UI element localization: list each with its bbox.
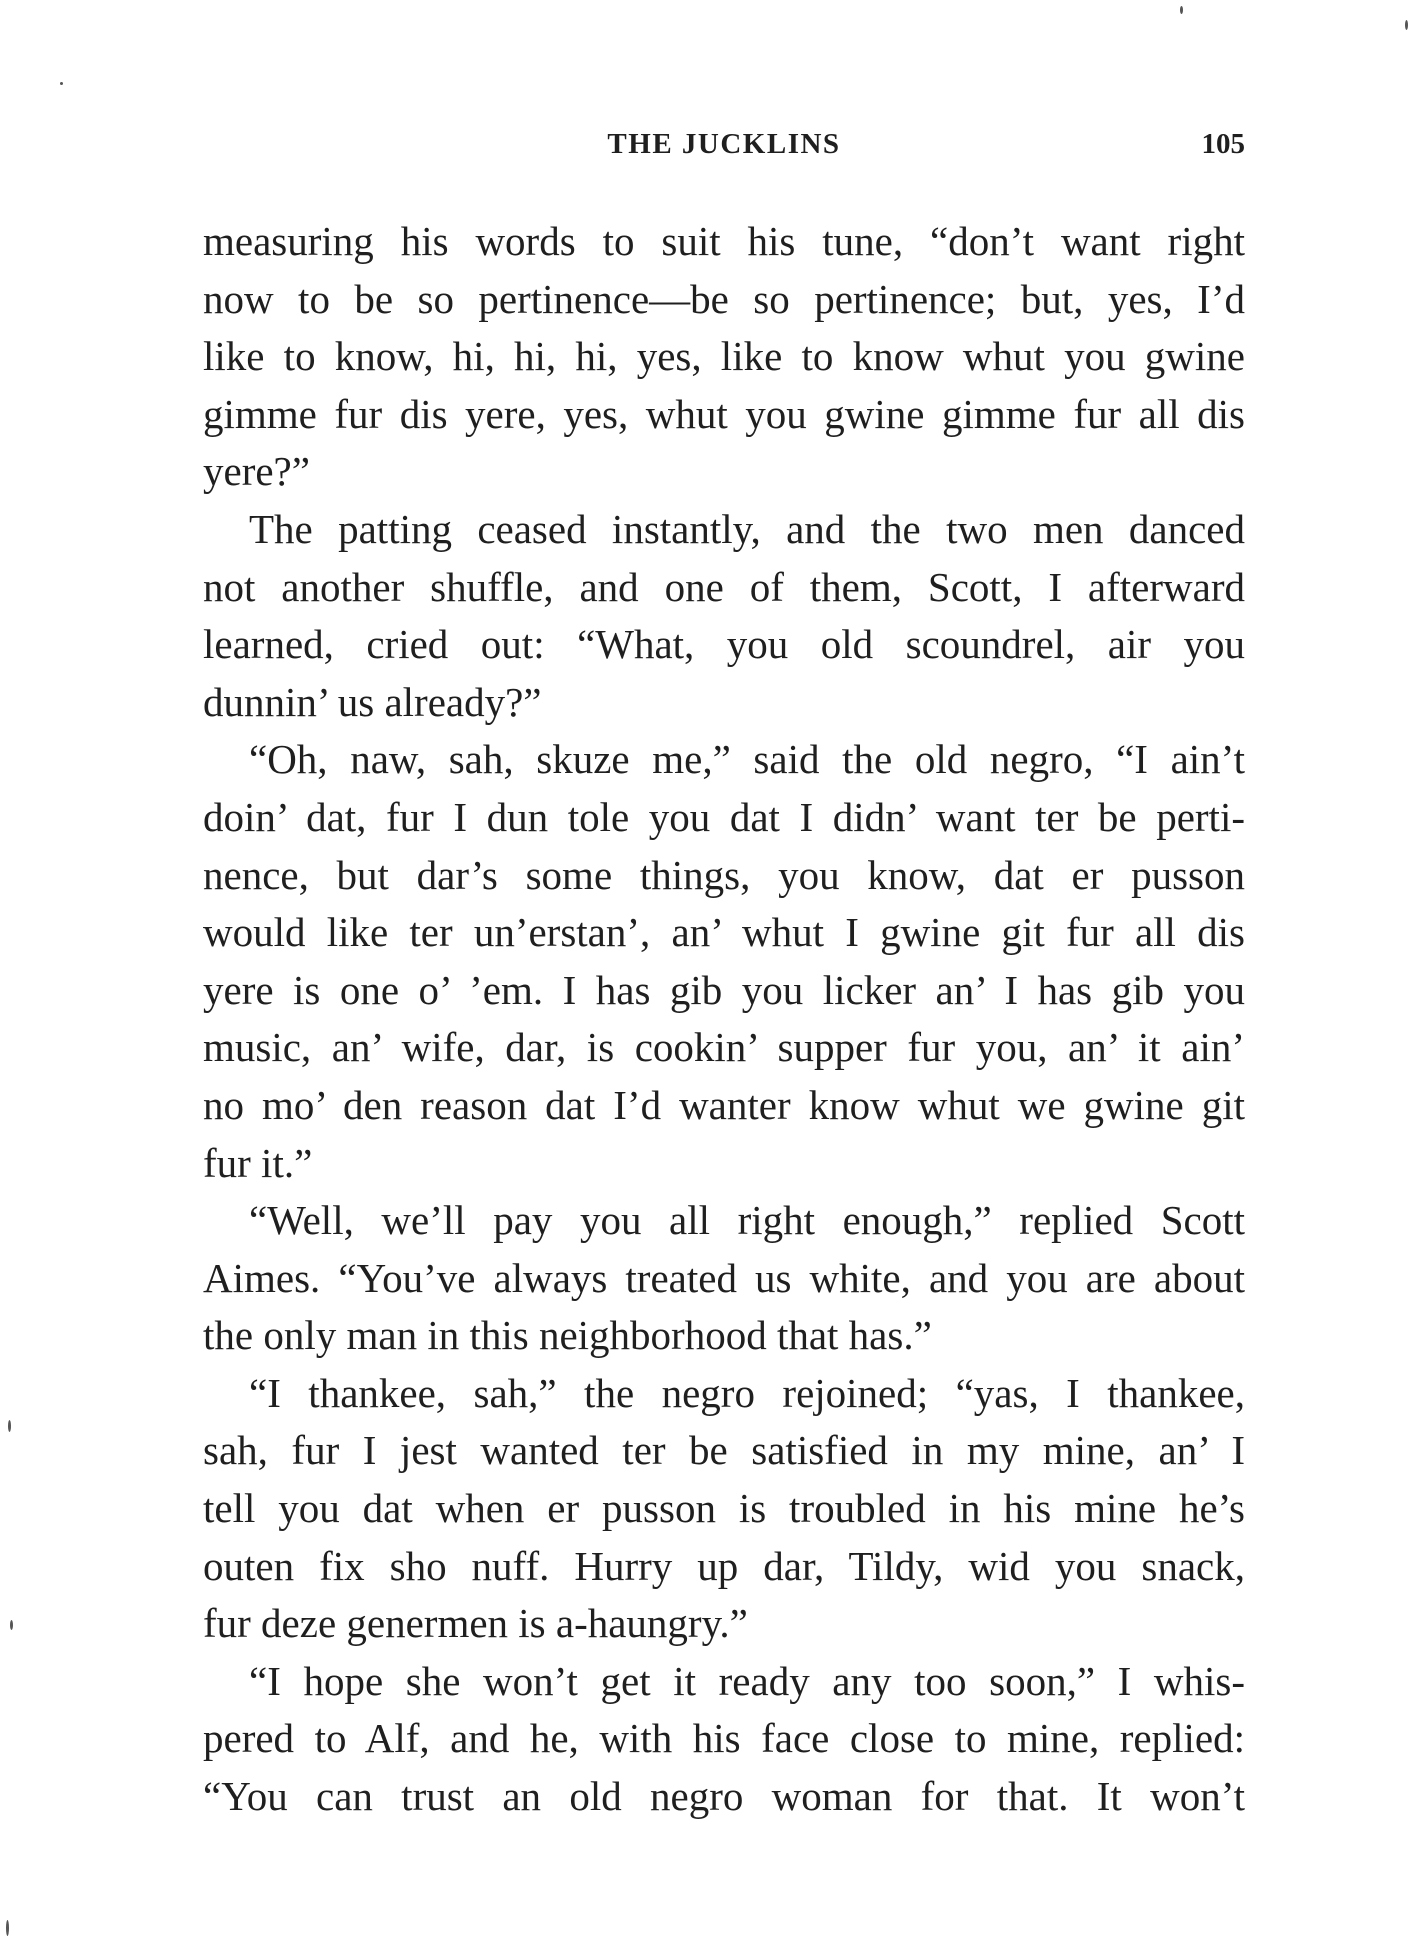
scan-speck [1180,6,1183,14]
scan-speck [60,82,63,85]
text-line: the only man in this neighborhood that has.” [203,1312,932,1359]
text-line: fur deze genermen is a-haungry.” [203,1600,748,1647]
text-line: gimme fur dis yere, yes, whut you gwine gimme fur all dis [203,390,1245,437]
running-head [203,128,1245,174]
text-line: nence, but dar’s some things, you know, dat er pusson [203,851,1245,898]
scan-speck [10,1620,13,1630]
scan-speck [1405,20,1408,30]
text-line: tell you dat when er pusson is troubled in his mine he’s [203,1485,1245,1532]
text-line: like to know, hi, hi, hi, yes, like to know whut you gwine [203,333,1245,380]
text-line: music, an’ wife, dar, is cookin’ supper fur you, an’ it ain’ [203,1024,1245,1071]
text-line: pered to Alf, and he, with his face close to mine, replied: [203,1715,1245,1762]
text-line: now to be so pertinence—be so pertinence; but, yes, I’d [203,275,1245,322]
text-line: yere is one o’ ’em. I has gib you licker an’ I has gib you [203,966,1245,1013]
text-line: dunnin’ us already?” [203,678,542,725]
text-line: “Oh, naw, sah, skuze me,” said the old negro, “I ain’t [249,736,1245,783]
text-line: would like ter un’erstan’, an’ whut I gwine git fur all dis [203,909,1245,956]
scan-speck [8,1420,11,1432]
page-number: 105 [1201,128,1245,160]
text-line: The patting ceased instantly, and the two men danced [249,505,1245,552]
text-line: no mo’ den reason dat I’d wanter know whut we gwine git [203,1081,1245,1128]
text-line: “I thankee, sah,” the negro rejoined; “yas, I thankee, [249,1369,1245,1416]
scan-speck [6,1920,9,1936]
text-line: Aimes. “You’ve always treated us white, and you are about [203,1254,1245,1301]
running-head-title: THE JUCKLINS [607,128,841,160]
text-line: measuring his words to suit his tune, “don’t want right [203,218,1245,264]
text-line: “I hope she won’t get it ready any too soon,” I whis- [249,1657,1245,1704]
text-line: learned, cried out: “What, you old scoundrel, air you [203,621,1245,668]
body-text [203,213,1245,1826]
text-line: doin’ dat, fur I dun tole you dat I didn’ want ter be perti- [203,793,1245,840]
text-line: fur it.” [203,1139,313,1186]
text-line: sah, fur I jest wanted ter be satisfied in my mine, an’ I [203,1427,1245,1474]
text-line: yere?” [203,448,310,495]
text-line: not another shuffle, and one of them, Scott, I afterward [203,563,1245,610]
text-line: “You can trust an old negro woman for that. It won’t [203,1773,1245,1820]
text-line: “Well, we’ll pay you all right enough,” replied Scott [249,1197,1245,1244]
text-line: outen fix sho nuff. Hurry up dar, Tildy, wid you snack, [203,1542,1245,1589]
